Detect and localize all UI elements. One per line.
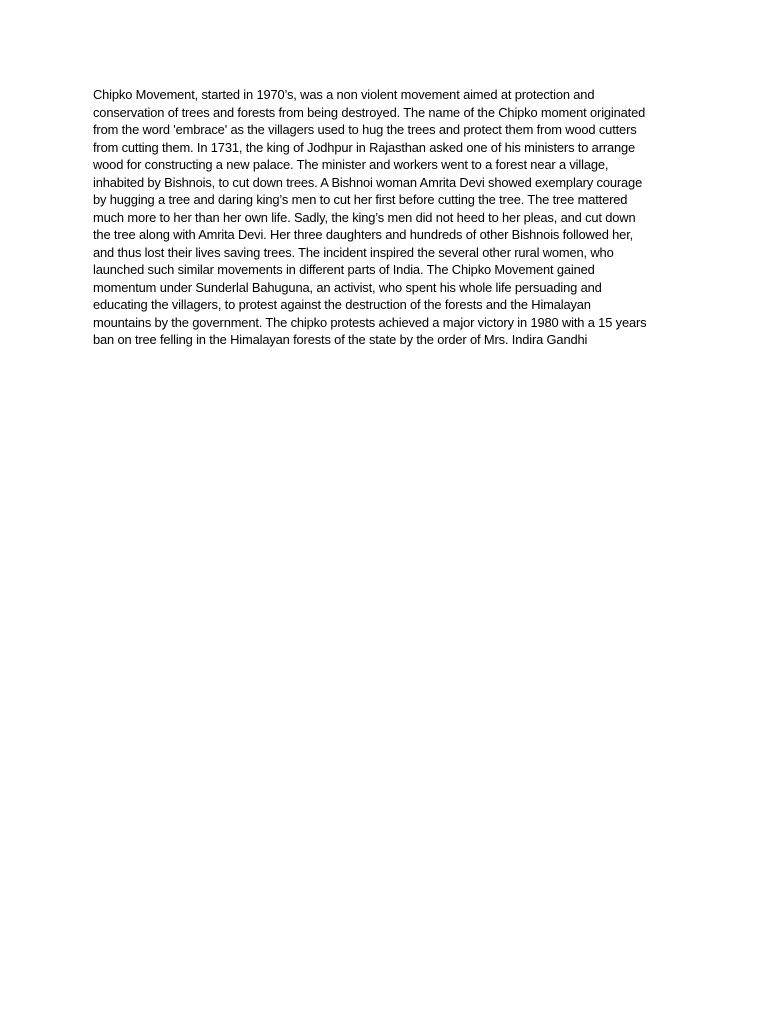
paragraph-line: conservation of trees and forests from being destroyed. The name of the Chipko moment originated [93,104,646,120]
paragraph-line: educating the villagers, to protest against the destruction of the forests and the Himalayan [93,297,591,312]
paragraph-line: from the word 'embrace' as the villagers used to hug the trees and protect them from wood cutters [93,122,637,137]
paragraph-line: from cutting them. In 1731, the king of Jodhpur in Rajasthan asked one of his ministers to arrange [93,139,636,155]
paragraph-line: much more to her than her own life. Sadly, the king’s men did not heed to her pleas, and cut down [93,209,636,225]
body-paragraph [93,86,683,349]
paragraph-line: momentum under Sunderlal Bahuguna, an activist, who spent his whole life persuading and [93,279,602,295]
paragraph-line: inhabited by Bishnois, to cut down trees. A Bishnoi woman Amrita Devi showed exemplary courage [93,174,643,190]
paragraph-line: by hugging a tree and daring king’s men to cut her first before cutting the tree. The tree mattered [93,192,628,207]
paragraph-line: mountains by the government. The chipko protests achieved a major victory in 1980 with a 15 years [93,314,647,330]
paragraph-line: and thus lost their lives saving trees. The incident inspired the several other rural women, who [93,244,614,260]
paragraph-line: wood for constructing a new palace. The minister and workers went to a forest near a village, [93,157,609,172]
paragraph-line: ban on tree felling in the Himalayan forests of the state by the order of Mrs. Indira Gandhi [93,332,588,347]
paragraph-line: launched such similar movements in different parts of India. The Chipko Movement gained [93,262,595,277]
paragraph-line: Chipko Movement, started in 1970’s, was a non violent movement aimed at protection and [93,87,595,102]
paragraph-line: the tree along with Amrita Devi. Her three daughters and hundreds of other Bishnois followed her, [93,227,634,242]
